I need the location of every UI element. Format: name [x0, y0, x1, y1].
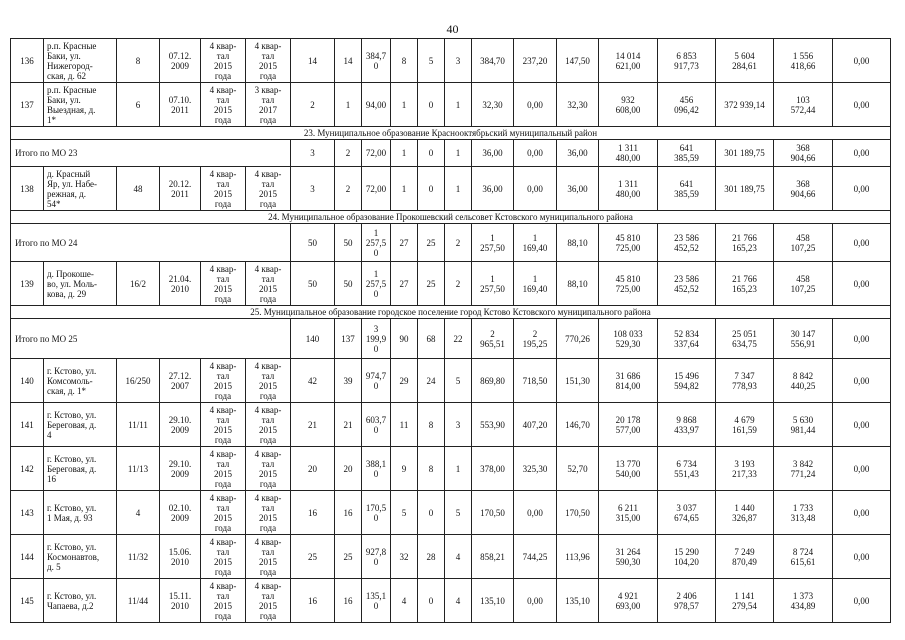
value-cell-c10: 27 — [391, 262, 418, 306]
value-cell-c15: 52,70 — [557, 447, 599, 491]
value-cell-c19: 368 904,66 — [774, 140, 833, 167]
row-number-cell: 140 — [11, 359, 44, 403]
value-cell-c15: 88,10 — [557, 262, 599, 306]
value-cell-c9: 3 199,9 0 — [362, 319, 391, 359]
value-cell-c10: 32 — [391, 535, 418, 579]
value-cell-c19: 3 842 771,24 — [774, 447, 833, 491]
value-cell-c17: 52 834 337,64 — [658, 319, 716, 359]
value-cell-c18: 21 766 165,23 — [716, 224, 774, 262]
value-cell-c14: 2 195,25 — [514, 319, 557, 359]
value-cell-c9: 94,00 — [362, 83, 391, 127]
value-cell-c19: 8 842 440,25 — [774, 359, 833, 403]
address-cell: р.п. Красные Баки, ул. Выездная, д. 1* — [44, 83, 117, 127]
value-cell-c20: 0,00 — [833, 39, 891, 83]
value-cell-c8: 20 — [335, 447, 362, 491]
value-cell-c14: 744,25 — [514, 535, 557, 579]
value-cell-c16: 6 211 315,00 — [599, 491, 658, 535]
value-cell-c15: 113,96 — [557, 535, 599, 579]
date-cell: 07.12. 2009 — [160, 39, 201, 83]
label-cell: Итого по МО 24 — [11, 224, 291, 262]
value-cell-c8: 39 — [335, 359, 362, 403]
value-cell-c16: 14 014 621,00 — [599, 39, 658, 83]
house-number-cell: 11/11 — [117, 403, 160, 447]
planned-end-cell: 4 квар- тал 2015 года — [246, 491, 291, 535]
value-cell-c7: 14 — [291, 39, 335, 83]
value-cell-c20: 0,00 — [833, 262, 891, 306]
value-cell-c8: 21 — [335, 403, 362, 447]
planned-end-cell: 4 квар- тал 2015 года — [246, 447, 291, 491]
value-cell-c17: 2 406 978,57 — [658, 579, 716, 623]
value-cell-c9: 384,7 0 — [362, 39, 391, 83]
address-cell: г. Кстово, ул. 1 Мая, д. 93 — [44, 491, 117, 535]
value-cell-c17: 3 037 674,65 — [658, 491, 716, 535]
planned-start-cell: 4 квар- тал 2015 года — [201, 39, 246, 83]
planned-start-cell: 4 квар- тал 2015 года — [201, 359, 246, 403]
table-body — [11, 39, 891, 623]
value-cell-c14: 0,00 — [514, 140, 557, 167]
value-cell-c9: 135,1 0 — [362, 579, 391, 623]
value-cell-c18: 1 440 326,87 — [716, 491, 774, 535]
value-cell-c11: 5 — [418, 39, 445, 83]
value-cell-c14: 718,50 — [514, 359, 557, 403]
value-cell-c19: 5 630 981,44 — [774, 403, 833, 447]
value-cell-c9: 170,5 0 — [362, 491, 391, 535]
text-cell: 24. Муниципальное образование Прокошевский сельсовет Кстовского муниципального района — [11, 211, 891, 224]
house-number-cell: 16/2 — [117, 262, 160, 306]
value-cell-c14: 0,00 — [514, 491, 557, 535]
value-cell-c11: 25 — [418, 262, 445, 306]
value-cell-c12: 4 — [445, 579, 472, 623]
value-cell-c8: 25 — [335, 535, 362, 579]
house-number-cell: 48 — [117, 167, 160, 211]
text-cell: 25. Муниципальное образование городское поселение город Кстово Кстовского муниципального района — [11, 306, 891, 319]
value-cell-c8: 137 — [335, 319, 362, 359]
total-row — [11, 140, 891, 167]
value-cell-c17: 456 096,42 — [658, 83, 716, 127]
row-number-cell: 136 — [11, 39, 44, 83]
value-cell-c13: 36,00 — [472, 167, 514, 211]
value-cell-c19: 30 147 556,91 — [774, 319, 833, 359]
value-cell-c10: 1 — [391, 140, 418, 167]
value-cell-c14: 237,20 — [514, 39, 557, 83]
value-cell-c10: 5 — [391, 491, 418, 535]
value-cell-c19: 368 904,66 — [774, 167, 833, 211]
value-cell-c9: 1 257,5 0 — [362, 262, 391, 306]
value-cell-c20: 0,00 — [833, 167, 891, 211]
house-number-cell: 11/32 — [117, 535, 160, 579]
value-cell-c7: 3 — [291, 140, 335, 167]
value-cell-c11: 8 — [418, 447, 445, 491]
value-cell-c15: 146,70 — [557, 403, 599, 447]
text-cell: 23. Муниципальное образование Краснооктябрьский муниципальный район — [11, 127, 891, 140]
house-number-cell: 11/44 — [117, 579, 160, 623]
value-cell-c9: 388,1 0 — [362, 447, 391, 491]
value-cell-c12: 4 — [445, 535, 472, 579]
planned-start-cell: 4 квар- тал 2015 года — [201, 447, 246, 491]
row-number-cell: 144 — [11, 535, 44, 579]
value-cell-c13: 553,90 — [472, 403, 514, 447]
value-cell-c17: 6 853 917,73 — [658, 39, 716, 83]
house-number-cell: 6 — [117, 83, 160, 127]
value-cell-c13: 378,00 — [472, 447, 514, 491]
value-cell-c7: 3 — [291, 167, 335, 211]
planned-start-cell: 4 квар- тал 2015 года — [201, 262, 246, 306]
housing-table — [10, 38, 891, 623]
section-header-row — [11, 127, 891, 140]
row-number-cell: 138 — [11, 167, 44, 211]
value-cell-c18: 5 604 284,61 — [716, 39, 774, 83]
date-cell: 29.10. 2009 — [160, 403, 201, 447]
value-cell-c12: 3 — [445, 39, 472, 83]
value-cell-c13: 384,70 — [472, 39, 514, 83]
value-cell-c11: 25 — [418, 224, 445, 262]
value-cell-c9: 1 257,5 0 — [362, 224, 391, 262]
value-cell-c8: 2 — [335, 140, 362, 167]
value-cell-c13: 170,50 — [472, 491, 514, 535]
value-cell-c13: 32,30 — [472, 83, 514, 127]
value-cell-c14: 0,00 — [514, 83, 557, 127]
value-cell-c15: 32,30 — [557, 83, 599, 127]
value-cell-c10: 8 — [391, 39, 418, 83]
value-cell-c16: 31 686 814,00 — [599, 359, 658, 403]
value-cell-c19: 103 572,44 — [774, 83, 833, 127]
value-cell-c14: 1 169,40 — [514, 224, 557, 262]
total-row — [11, 319, 891, 359]
value-cell-c18: 3 193 217,33 — [716, 447, 774, 491]
value-cell-c8: 1 — [335, 83, 362, 127]
house-number-cell: 11/13 — [117, 447, 160, 491]
value-cell-c19: 1 733 313,48 — [774, 491, 833, 535]
value-cell-c16: 1 311 480,00 — [599, 167, 658, 211]
value-cell-c7: 16 — [291, 491, 335, 535]
value-cell-c12: 3 — [445, 403, 472, 447]
value-cell-c15: 151,30 — [557, 359, 599, 403]
value-cell-c13: 858,21 — [472, 535, 514, 579]
date-cell: 02.10. 2009 — [160, 491, 201, 535]
value-cell-c12: 1 — [445, 447, 472, 491]
date-cell: 15.06. 2010 — [160, 535, 201, 579]
value-cell-c20: 0,00 — [833, 83, 891, 127]
value-cell-c7: 20 — [291, 447, 335, 491]
value-cell-c14: 0,00 — [514, 579, 557, 623]
address-cell: д. Прокоше- во, ул. Моль- кова, д. 29 — [44, 262, 117, 306]
planned-end-cell: 4 квар- тал 2015 года — [246, 535, 291, 579]
value-cell-c13: 1 257,50 — [472, 224, 514, 262]
value-cell-c15: 88,10 — [557, 224, 599, 262]
value-cell-c12: 1 — [445, 167, 472, 211]
value-cell-c15: 36,00 — [557, 140, 599, 167]
value-cell-c18: 7 249 870,49 — [716, 535, 774, 579]
value-cell-c20: 0,00 — [833, 359, 891, 403]
value-cell-c20: 0,00 — [833, 140, 891, 167]
value-cell-c20: 0,00 — [833, 491, 891, 535]
section-header-row — [11, 211, 891, 224]
date-cell: 15.11. 2010 — [160, 579, 201, 623]
table-row — [11, 167, 891, 211]
value-cell-c9: 72,00 — [362, 140, 391, 167]
value-cell-c16: 4 921 693,00 — [599, 579, 658, 623]
value-cell-c18: 372 939,14 — [716, 83, 774, 127]
value-cell-c9: 974,7 0 — [362, 359, 391, 403]
row-number-cell: 137 — [11, 83, 44, 127]
house-number-cell: 4 — [117, 491, 160, 535]
value-cell-c17: 15 290 104,20 — [658, 535, 716, 579]
value-cell-c19: 8 724 615,61 — [774, 535, 833, 579]
row-number-cell: 145 — [11, 579, 44, 623]
value-cell-c7: 25 — [291, 535, 335, 579]
value-cell-c17: 9 868 433,97 — [658, 403, 716, 447]
value-cell-c11: 24 — [418, 359, 445, 403]
address-cell: г. Кстово, ул. Чапаева, д.2 — [44, 579, 117, 623]
value-cell-c12: 1 — [445, 83, 472, 127]
value-cell-c10: 90 — [391, 319, 418, 359]
value-cell-c13: 2 965,51 — [472, 319, 514, 359]
value-cell-c12: 2 — [445, 224, 472, 262]
value-cell-c8: 16 — [335, 491, 362, 535]
value-cell-c7: 16 — [291, 579, 335, 623]
address-cell: г. Кстово, ул. Космонавтов, д. 5 — [44, 535, 117, 579]
value-cell-c17: 641 385,59 — [658, 167, 716, 211]
table-row — [11, 491, 891, 535]
value-cell-c12: 1 — [445, 140, 472, 167]
value-cell-c11: 28 — [418, 535, 445, 579]
planned-end-cell: 4 квар- тал 2015 года — [246, 262, 291, 306]
value-cell-c14: 1 169,40 — [514, 262, 557, 306]
value-cell-c16: 13 770 540,00 — [599, 447, 658, 491]
value-cell-c10: 9 — [391, 447, 418, 491]
value-cell-c7: 50 — [291, 262, 335, 306]
value-cell-c11: 0 — [418, 491, 445, 535]
value-cell-c10: 29 — [391, 359, 418, 403]
value-cell-c19: 458 107,25 — [774, 224, 833, 262]
value-cell-c11: 8 — [418, 403, 445, 447]
planned-start-cell: 4 квар- тал 2015 года — [201, 535, 246, 579]
planned-start-cell: 4 квар- тал 2015 года — [201, 167, 246, 211]
value-cell-c15: 770,26 — [557, 319, 599, 359]
value-cell-c17: 6 734 551,43 — [658, 447, 716, 491]
value-cell-c7: 21 — [291, 403, 335, 447]
address-cell: р.п. Красные Баки, ул. Нижегород- ская, д. 62 — [44, 39, 117, 83]
value-cell-c9: 927,8 0 — [362, 535, 391, 579]
planned-end-cell: 4 квар- тал 2015 года — [246, 579, 291, 623]
value-cell-c16: 45 810 725,00 — [599, 224, 658, 262]
planned-end-cell: 3 квар- тал 2017 года — [246, 83, 291, 127]
row-number-cell: 141 — [11, 403, 44, 447]
value-cell-c11: 0 — [418, 140, 445, 167]
value-cell-c11: 68 — [418, 319, 445, 359]
date-cell: 21.04. 2010 — [160, 262, 201, 306]
page-number: 40 — [446, 22, 459, 36]
value-cell-c19: 1 556 418,66 — [774, 39, 833, 83]
value-cell-c20: 0,00 — [833, 224, 891, 262]
table-row — [11, 83, 891, 127]
value-cell-c13: 135,10 — [472, 579, 514, 623]
value-cell-c8: 14 — [335, 39, 362, 83]
value-cell-c15: 36,00 — [557, 167, 599, 211]
date-cell: 07.10. 2011 — [160, 83, 201, 127]
address-cell: г. Кстово, ул. Береговая, д. 4 — [44, 403, 117, 447]
value-cell-c16: 1 311 480,00 — [599, 140, 658, 167]
date-cell: 20.12. 2011 — [160, 167, 201, 211]
value-cell-c16: 31 264 590,30 — [599, 535, 658, 579]
value-cell-c7: 140 — [291, 319, 335, 359]
planned-end-cell: 4 квар- тал 2015 года — [246, 403, 291, 447]
value-cell-c7: 50 — [291, 224, 335, 262]
value-cell-c8: 50 — [335, 224, 362, 262]
house-number-cell: 16/250 — [117, 359, 160, 403]
row-number-cell: 139 — [11, 262, 44, 306]
value-cell-c18: 301 189,75 — [716, 167, 774, 211]
value-cell-c8: 16 — [335, 579, 362, 623]
table-row — [11, 535, 891, 579]
section-header-row — [11, 306, 891, 319]
value-cell-c19: 1 373 434,89 — [774, 579, 833, 623]
value-cell-c17: 23 586 452,52 — [658, 262, 716, 306]
value-cell-c13: 1 257,50 — [472, 262, 514, 306]
address-cell: г. Кстово, ул. Береговая, д. 16 — [44, 447, 117, 491]
value-cell-c18: 21 766 165,23 — [716, 262, 774, 306]
value-cell-c8: 50 — [335, 262, 362, 306]
value-cell-c15: 147,50 — [557, 39, 599, 83]
house-number-cell: 8 — [117, 39, 160, 83]
value-cell-c17: 641 385,59 — [658, 140, 716, 167]
value-cell-c20: 0,00 — [833, 579, 891, 623]
value-cell-c11: 0 — [418, 579, 445, 623]
value-cell-c10: 11 — [391, 403, 418, 447]
value-cell-c13: 36,00 — [472, 140, 514, 167]
value-cell-c16: 45 810 725,00 — [599, 262, 658, 306]
table-row — [11, 579, 891, 623]
planned-start-cell: 4 квар- тал 2015 года — [201, 83, 246, 127]
value-cell-c14: 325,30 — [514, 447, 557, 491]
value-cell-c10: 1 — [391, 83, 418, 127]
planned-start-cell: 4 квар- тал 2015 года — [201, 403, 246, 447]
planned-end-cell: 4 квар- тал 2015 года — [246, 359, 291, 403]
planned-end-cell: 4 квар- тал 2015 года — [246, 167, 291, 211]
table-row — [11, 447, 891, 491]
value-cell-c12: 22 — [445, 319, 472, 359]
table-row — [11, 403, 891, 447]
value-cell-c12: 5 — [445, 491, 472, 535]
label-cell: Итого по МО 23 — [11, 140, 291, 167]
label-cell: Итого по МО 25 — [11, 319, 291, 359]
value-cell-c19: 458 107,25 — [774, 262, 833, 306]
value-cell-c16: 108 033 529,30 — [599, 319, 658, 359]
value-cell-c20: 0,00 — [833, 535, 891, 579]
value-cell-c15: 135,10 — [557, 579, 599, 623]
row-number-cell: 142 — [11, 447, 44, 491]
row-number-cell: 143 — [11, 491, 44, 535]
value-cell-c9: 603,7 0 — [362, 403, 391, 447]
value-cell-c18: 4 679 161,59 — [716, 403, 774, 447]
table-row — [11, 39, 891, 83]
date-cell: 29.10. 2009 — [160, 447, 201, 491]
value-cell-c15: 170,50 — [557, 491, 599, 535]
table-row — [11, 359, 891, 403]
value-cell-c18: 1 141 279,54 — [716, 579, 774, 623]
value-cell-c13: 869,80 — [472, 359, 514, 403]
value-cell-c10: 4 — [391, 579, 418, 623]
value-cell-c14: 0,00 — [514, 167, 557, 211]
value-cell-c16: 20 178 577,00 — [599, 403, 658, 447]
value-cell-c7: 42 — [291, 359, 335, 403]
value-cell-c12: 2 — [445, 262, 472, 306]
value-cell-c17: 15 496 594,82 — [658, 359, 716, 403]
value-cell-c11: 0 — [418, 167, 445, 211]
value-cell-c10: 1 — [391, 167, 418, 211]
value-cell-c20: 0,00 — [833, 447, 891, 491]
value-cell-c12: 5 — [445, 359, 472, 403]
planned-start-cell: 4 квар- тал 2015 года — [201, 579, 246, 623]
value-cell-c10: 27 — [391, 224, 418, 262]
value-cell-c16: 932 608,00 — [599, 83, 658, 127]
value-cell-c18: 301 189,75 — [716, 140, 774, 167]
address-cell: д. Красный Яр, ул. Набе- режная, д. 54* — [44, 167, 117, 211]
address-cell: г. Кстово, ул. Комсомоль- ская, д. 1* — [44, 359, 117, 403]
value-cell-c20: 0,00 — [833, 319, 891, 359]
value-cell-c17: 23 586 452,52 — [658, 224, 716, 262]
value-cell-c9: 72,00 — [362, 167, 391, 211]
value-cell-c14: 407,20 — [514, 403, 557, 447]
planned-start-cell: 4 квар- тал 2015 года — [201, 491, 246, 535]
total-row — [11, 224, 891, 262]
planned-end-cell: 4 квар- тал 2015 года — [246, 39, 291, 83]
value-cell-c18: 7 347 778,93 — [716, 359, 774, 403]
value-cell-c11: 0 — [418, 83, 445, 127]
date-cell: 27.12. 2007 — [160, 359, 201, 403]
value-cell-c18: 25 051 634,75 — [716, 319, 774, 359]
value-cell-c8: 2 — [335, 167, 362, 211]
value-cell-c7: 2 — [291, 83, 335, 127]
value-cell-c20: 0,00 — [833, 403, 891, 447]
table-row — [11, 262, 891, 306]
